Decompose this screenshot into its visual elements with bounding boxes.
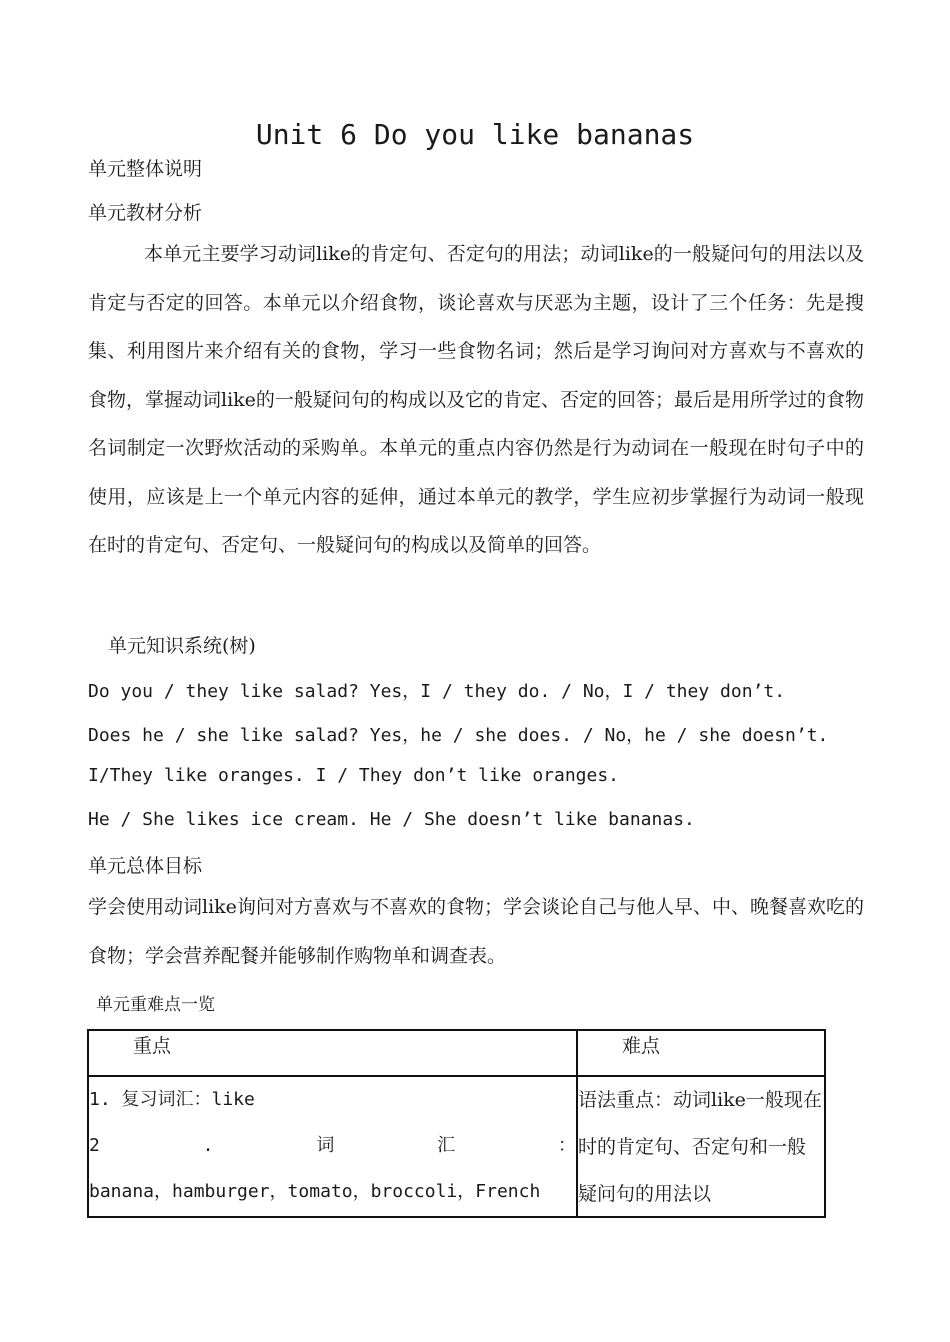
analysis-paragraph — [88, 230, 864, 570]
table-header-row — [88, 1030, 825, 1076]
section-heading-overall: 单元整体说明 — [88, 158, 203, 180]
analysis-text: 本单元主要学习动词like的肯定句、否定句的用法；动词like的一般疑问句的用法以及肯定与否定的回答。本单元以介绍食物，谈论喜欢与厌恶为主题，设计了三个任务：先是搜集、利用图片来介绍有关的食物，学习一些食物名词；然后是学习询问对方喜欢与不喜欢的食物，掌握动词like的一般疑问句的构成以及它的肯定、否定的回答；最后是用所学过的食物名词制定一次野炊活动的采购单。本单元的重点内容仍然是行为动词在一般现在时句子中的使用，应该是上一个单元内容的延伸，通过本单元的教学，学生应初步掌握行为动词一般现在时的肯定句、否定句、一般疑问句的构成以及简单的回答。 — [88, 243, 864, 556]
sentence-4: He / She likes ice cream. He / She doesn’t like bananas. — [88, 809, 695, 830]
header-difficulties: 难点 — [577, 1030, 825, 1076]
header-key-points: 重点 — [88, 1030, 577, 1076]
spread-token: 词 — [316, 1135, 335, 1156]
spread-token: . — [202, 1135, 214, 1156]
section-heading-analysis: 单元教材分析 — [88, 202, 203, 224]
keypoints-table — [87, 1029, 826, 1218]
sentence-3: I/They like oranges. I / They don’t like oranges. — [88, 765, 620, 786]
key-point-line-2 — [89, 1123, 576, 1169]
key-point-line-3: banana，hamburger，tomato，broccoli，French — [89, 1181, 541, 1202]
difficulties-cell — [577, 1076, 825, 1217]
spread-token: ： — [558, 1135, 576, 1156]
section-heading-goal: 单元总体目标 — [88, 855, 203, 877]
key-points-cell — [88, 1076, 577, 1217]
section-heading-knowledge: 单元知识系统(树) — [108, 635, 256, 657]
section-heading-keypoints: 单元重难点一览 — [96, 995, 215, 1015]
difficulties-text: 语法重点：动词like一般现在时的肯定句、否定句和一般疑问句的用法以 — [578, 1089, 822, 1205]
goal-text: 学会使用动词like询问对方喜欢与不喜欢的食物；学会谈论自己与他人早、中、晚餐喜欢吃的食物；学会营养配餐并能够制作购物单和调查表。 — [88, 896, 864, 967]
goal-paragraph — [88, 883, 864, 980]
table-row — [88, 1076, 825, 1217]
key-point-line-1: 1. 复习词汇：like — [89, 1089, 255, 1110]
page-title: Unit 6 Do you like bananas — [255, 118, 695, 151]
spread-token: 2 — [89, 1135, 100, 1156]
spread-token: 汇 — [437, 1135, 456, 1156]
sentence-1: Do you / they like salad? Yes，I / they do. / No，I / they don’t. — [88, 681, 786, 702]
sentence-2: Does he / she like salad? Yes，he / she does. / No，he / she doesn’t. — [88, 725, 829, 746]
